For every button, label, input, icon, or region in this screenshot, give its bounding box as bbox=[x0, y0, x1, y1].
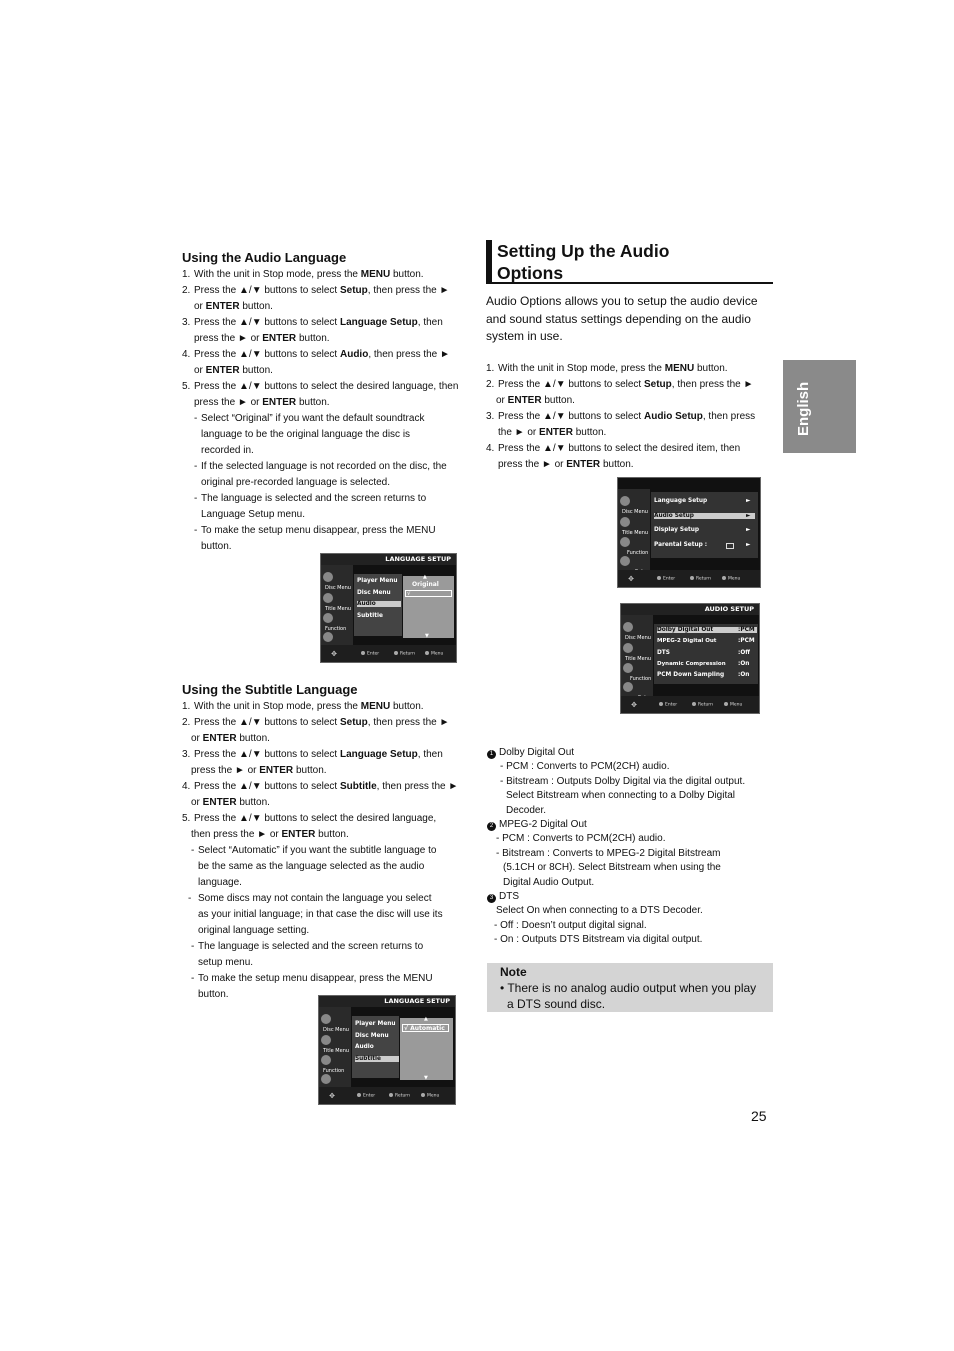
step-2: 2. Press the ▲/▼ buttons to select Setup, then press the ► bbox=[182, 285, 450, 296]
disc-menu-icon: Disc Menu bbox=[622, 621, 652, 641]
audio-options-steps: 1. With the unit in Stop mode, press the MENU button. 2. Press the ▲/▼ buttons to select Setup, then press the ► or ENTER button. 3. Press the ▲/▼ buttons to select Audio Setup, then press the ► or ENTER button. 4. Press the ▲/▼ buttons to select the desired item, then press the ► or ENTER button. bbox=[486, 361, 776, 473]
number-2-icon: 2 bbox=[487, 822, 496, 831]
function-icon: Function bbox=[622, 662, 652, 682]
step-2: 2. Press the ▲/▼ buttons to select Setup, then press the ► bbox=[486, 379, 754, 390]
disc-menu-icon: Disc Menu bbox=[322, 571, 352, 591]
nav-arrows-icon: ✥ bbox=[331, 650, 337, 658]
arrow-icon: ► bbox=[746, 498, 751, 504]
step-2: 2. Press the ▲/▼ buttons to select Setup, then press the ► bbox=[182, 717, 450, 728]
step-4: 4. Press the ▲/▼ buttons to select Subtitle, then press the ► bbox=[182, 781, 459, 792]
step-4: 4. Press the ▲/▼ buttons to select Audio, then press the ► bbox=[182, 349, 450, 360]
arrow-icon: ► bbox=[746, 527, 751, 533]
page-number: 25 bbox=[751, 1108, 767, 1124]
subtitle-language-heading: Using the Subtitle Language bbox=[182, 682, 358, 697]
scroll-up-icon: ▲ bbox=[424, 1016, 428, 1022]
audio-language-steps: 1. With the unit in Stop mode, press the MENU button. 2. Press the ▲/▼ buttons to select Setup, then press the ► or ENTER button. 3. Press the ▲/▼ buttons to select Language Setup, then press the ► or ENTER button. 4. Press the ▲/▼ buttons to select Audio, then press the ► or ENTER button. 5. Press the ▲/▼ buttons to select the desired language, then press the ► or ENTER button. - Select “Original” if you want the default soundtrack language to be the original language the disc is recorded in. - If the selected language is not recorded on the disc, the original pre-recorded language is selected. - The language is selected and the screen returns to Language Setup menu. - To make the setup menu disappear, press the MENU button. bbox=[182, 267, 472, 555]
disc-menu-icon: Disc Menu bbox=[320, 1013, 350, 1033]
number-3-icon: 3 bbox=[487, 894, 496, 903]
nav-arrows-icon: ✥ bbox=[631, 701, 637, 709]
number-1-icon: 1 bbox=[487, 750, 496, 759]
page-title: Setting Up the Audio Options bbox=[486, 240, 773, 284]
scroll-up-icon: ▲ bbox=[423, 574, 427, 580]
step-1: 1. With the unit in Stop mode, press the MENU button. bbox=[182, 701, 424, 712]
disc-menu-icon: Disc Menu bbox=[619, 495, 649, 515]
lock-icon bbox=[726, 543, 734, 549]
step-3: 3. Press the ▲/▼ buttons to select Audio Setup, then press bbox=[486, 411, 756, 422]
step-4: 4. Press the ▲/▼ buttons to select the desired item, then bbox=[486, 443, 741, 454]
intro-paragraph: Audio Options allows you to setup the audio device and sound status settings depending on the audio system in use. bbox=[486, 294, 758, 343]
nav-arrows-icon: ✥ bbox=[628, 575, 634, 583]
title-menu-icon: Title Menu bbox=[619, 516, 649, 536]
language-tab: English bbox=[783, 360, 856, 453]
audio-option-notes: 1 Dolby Digital Out - PCM : Converts to PCM(2CH) audio. - Bitstream : Outputs Dolby Digital via the digital output. Select Bitstream when connecting to a Dolby Digital Decoder. 2 MPEG-2 Digital Out - PCM : Converts to PCM(2CH) audio. - Bitstream : Converts to MPEG-2 Digital Bitstream (5.1CH or 8CH). Select Bitstream when using the Digital Audio Output. 3 DTS Select On when connecting to a DTS Decoder. - Off : Doesn’t output digital signal. - On : Outputs DTS Bitstream via digital output. bbox=[487, 746, 777, 948]
audio-language-heading: Using the Audio Language bbox=[182, 250, 347, 265]
function-icon: Function bbox=[619, 536, 649, 556]
step-5: 5. Press the ▲/▼ buttons to select the desired language, bbox=[182, 813, 437, 824]
function-icon: Function bbox=[322, 612, 352, 632]
osd-title: LANGUAGE SETUP bbox=[319, 996, 455, 1007]
title-menu-icon: Title Menu bbox=[622, 642, 652, 662]
scroll-down-icon: ▼ bbox=[424, 1075, 428, 1081]
note-title: Note bbox=[500, 965, 527, 979]
step-3: 3. Press the ▲/▼ buttons to select Language Setup, then bbox=[182, 749, 443, 760]
osd-language-setup-audio: LANGUAGE SETUP Disc Menu Title Menu Function Player Menu Disc Menu Audio Subtitle ▲ Original √ ▼ ✥ Enter Return Menu bbox=[320, 553, 457, 663]
step-3: 3. Press the ▲/▼ buttons to select Language Setup, then bbox=[182, 317, 443, 328]
title-menu-icon: Title Menu bbox=[322, 592, 352, 612]
scroll-down-icon: ▼ bbox=[425, 633, 429, 639]
osd-setup-menu: Disc Menu Title Menu Function Language Setup ► Audio Setup ► Display Setup ► Parental Setup : ► ✥ Enter Return Menu bbox=[617, 477, 761, 588]
step-1: 1. With the unit in Stop mode, press the MENU button. bbox=[486, 363, 728, 374]
osd-title: LANGUAGE SETUP bbox=[321, 554, 456, 565]
note-box: Note • There is no analog audio output when you play a DTS sound disc. bbox=[487, 963, 773, 1012]
step-1: 1. With the unit in Stop mode, press the MENU button. bbox=[182, 269, 424, 280]
arrow-icon: ► bbox=[746, 542, 751, 548]
nav-arrows-icon: ✥ bbox=[329, 1092, 335, 1100]
arrow-icon: ► bbox=[746, 513, 751, 519]
osd-title: AUDIO SETUP bbox=[621, 604, 759, 615]
title-menu-icon: Title Menu bbox=[320, 1034, 350, 1054]
osd-audio-setup: AUDIO SETUP Disc Menu Title Menu Function Dolby Digital Out :PCM MPEG-2 Digital Out :PCM DTS :Off Dynamic Compression :On PCM Down Sampling :On ✥ Enter Return Menu bbox=[620, 603, 760, 714]
step-5: 5. Press the ▲/▼ buttons to select the desired language, then bbox=[182, 381, 459, 392]
osd-language-setup-subtitle: LANGUAGE SETUP Disc Menu Title Menu Function Player Menu Disc Menu Audio Subtitle ▲ √ Automatic ▼ ✥ Enter Return Menu bbox=[318, 995, 456, 1105]
function-icon: Function bbox=[320, 1054, 350, 1074]
subtitle-language-steps: 1. With the unit in Stop mode, press the MENU button. 2. Press the ▲/▼ buttons to select Setup, then press the ► or ENTER button. 3. Press the ▲/▼ buttons to select Language Setup, then press the ► or ENTER button. 4. Press the ▲/▼ buttons to select Subtitle, then press the ► or ENTER button. 5. Press the ▲/▼ buttons to select the desired language, then press the ► or ENTER button. - Select “Automatic” if you want the subtitle language to be the same as the language selected as the audio language. - Some discs may not contain the language you select as your initial language; in that case the disc will use its original language setting. - The language is selected and the screen returns to setup menu. - To make the setup menu disappear, press the MENU button. bbox=[182, 699, 472, 1003]
